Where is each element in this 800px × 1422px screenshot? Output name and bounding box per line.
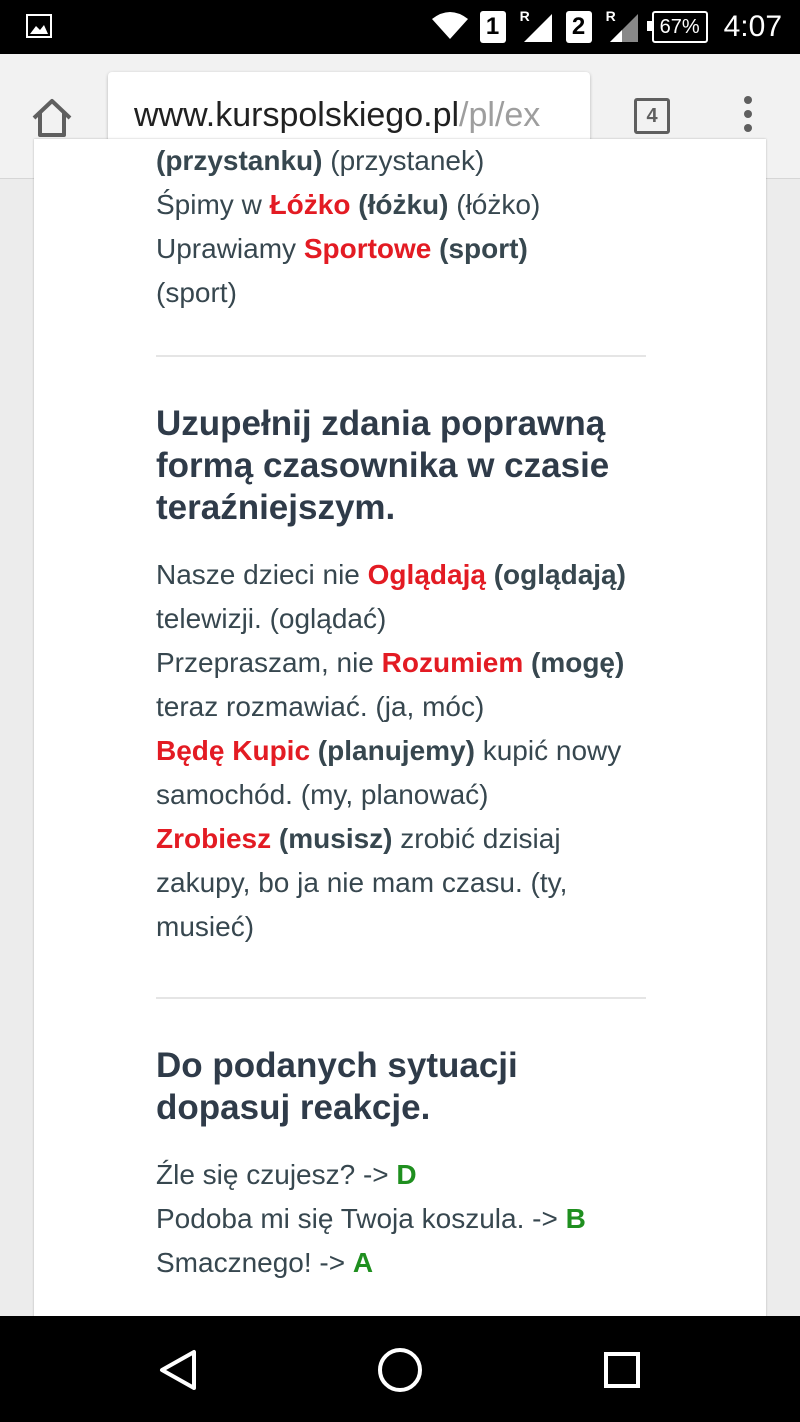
sim2-badge: 2 — [566, 11, 592, 43]
recents-icon[interactable] — [604, 1352, 640, 1388]
match-line: Smacznego! -> A — [156, 1247, 374, 1278]
roaming-indicator: R — [519, 8, 530, 24]
user-answer: Rozumiem — [381, 647, 524, 678]
match-line: Podoba mi się Twoja koszula. -> B — [156, 1203, 586, 1234]
clock: 4:07 — [723, 10, 782, 43]
battery-indicator: 67% — [652, 11, 708, 43]
correct-answer: (oglądają) — [485, 559, 626, 590]
section2-answers: Nasze dzieci nie Oglądają (oglądają) telewizji. (oglądać) Przepraszam, nie Rozumiem (mogę) teraz rozmawiać. (ja, móc) Będę Kupic (planujemy) kupić nowy samochód. (my, planować) Zrobiesz (musisz) zrobić dzisiaj zakupy, bo ja nie mam czasu. (ty, musieć) — [156, 559, 626, 942]
match-line: Źle się czujesz? -> D — [156, 1159, 417, 1190]
correct-answer: (przystanku) — [156, 145, 323, 176]
section-title: Do podanych sytuacji dopasuj reakcje. — [156, 1046, 518, 1127]
correct-answer: (sport) — [431, 233, 528, 264]
correct-answer: (mogę) — [523, 647, 625, 678]
hint: (łóżko) — [448, 189, 541, 220]
divider — [156, 355, 646, 357]
signal-icon — [516, 10, 556, 44]
roaming-indicator: R — [605, 8, 616, 24]
user-answer: Łóżko — [269, 189, 351, 220]
user-answer: Oglądają — [367, 559, 486, 590]
exercise-card — [34, 139, 766, 1379]
signal-icon — [602, 10, 642, 44]
answer-line: Uprawiamy Sportowe (sport) — [156, 233, 528, 264]
url-domain: www.kurspolskiego.pl — [134, 96, 460, 134]
url-text — [134, 96, 540, 135]
match-answer: A — [352, 1247, 374, 1278]
home-nav-icon[interactable] — [376, 1346, 424, 1394]
user-answer: Zrobiesz — [156, 823, 272, 854]
wifi-icon — [430, 9, 470, 46]
correct-answer: (łóżku) — [350, 189, 449, 220]
correct-answer: (musisz) — [271, 823, 393, 854]
match-answer: B — [565, 1203, 586, 1234]
match-answer: D — [396, 1159, 417, 1190]
status-bar — [0, 0, 800, 54]
home-icon[interactable] — [28, 94, 76, 142]
answer-line — [156, 139, 646, 183]
overflow-menu-icon[interactable] — [738, 96, 758, 136]
user-answer: Będę Kupic — [156, 735, 311, 766]
image-notification-icon — [26, 14, 52, 38]
page-content — [0, 145, 800, 1316]
correct-answer: (planujemy) — [310, 735, 475, 766]
answer-line: Śpimy w Łóżko (łóżku) (łóżko) — [156, 189, 541, 220]
back-icon[interactable] — [158, 1348, 198, 1392]
url-path: /pl/ex — [459, 96, 541, 134]
divider — [156, 997, 646, 999]
hint: (sport) — [156, 277, 237, 308]
tab-switcher-button[interactable]: 4 — [634, 98, 670, 134]
section-title: Uzupełnij zdania poprawną formą czasownika w czasie teraźniejszym. — [156, 404, 610, 527]
section3-answers — [156, 1153, 646, 1285]
user-answer: Sportowe — [303, 233, 432, 264]
hint: (przystanek) — [322, 145, 485, 176]
section1-answers — [156, 139, 646, 315]
sim1-badge: 1 — [480, 11, 506, 43]
system-nav-bar — [0, 1316, 800, 1422]
